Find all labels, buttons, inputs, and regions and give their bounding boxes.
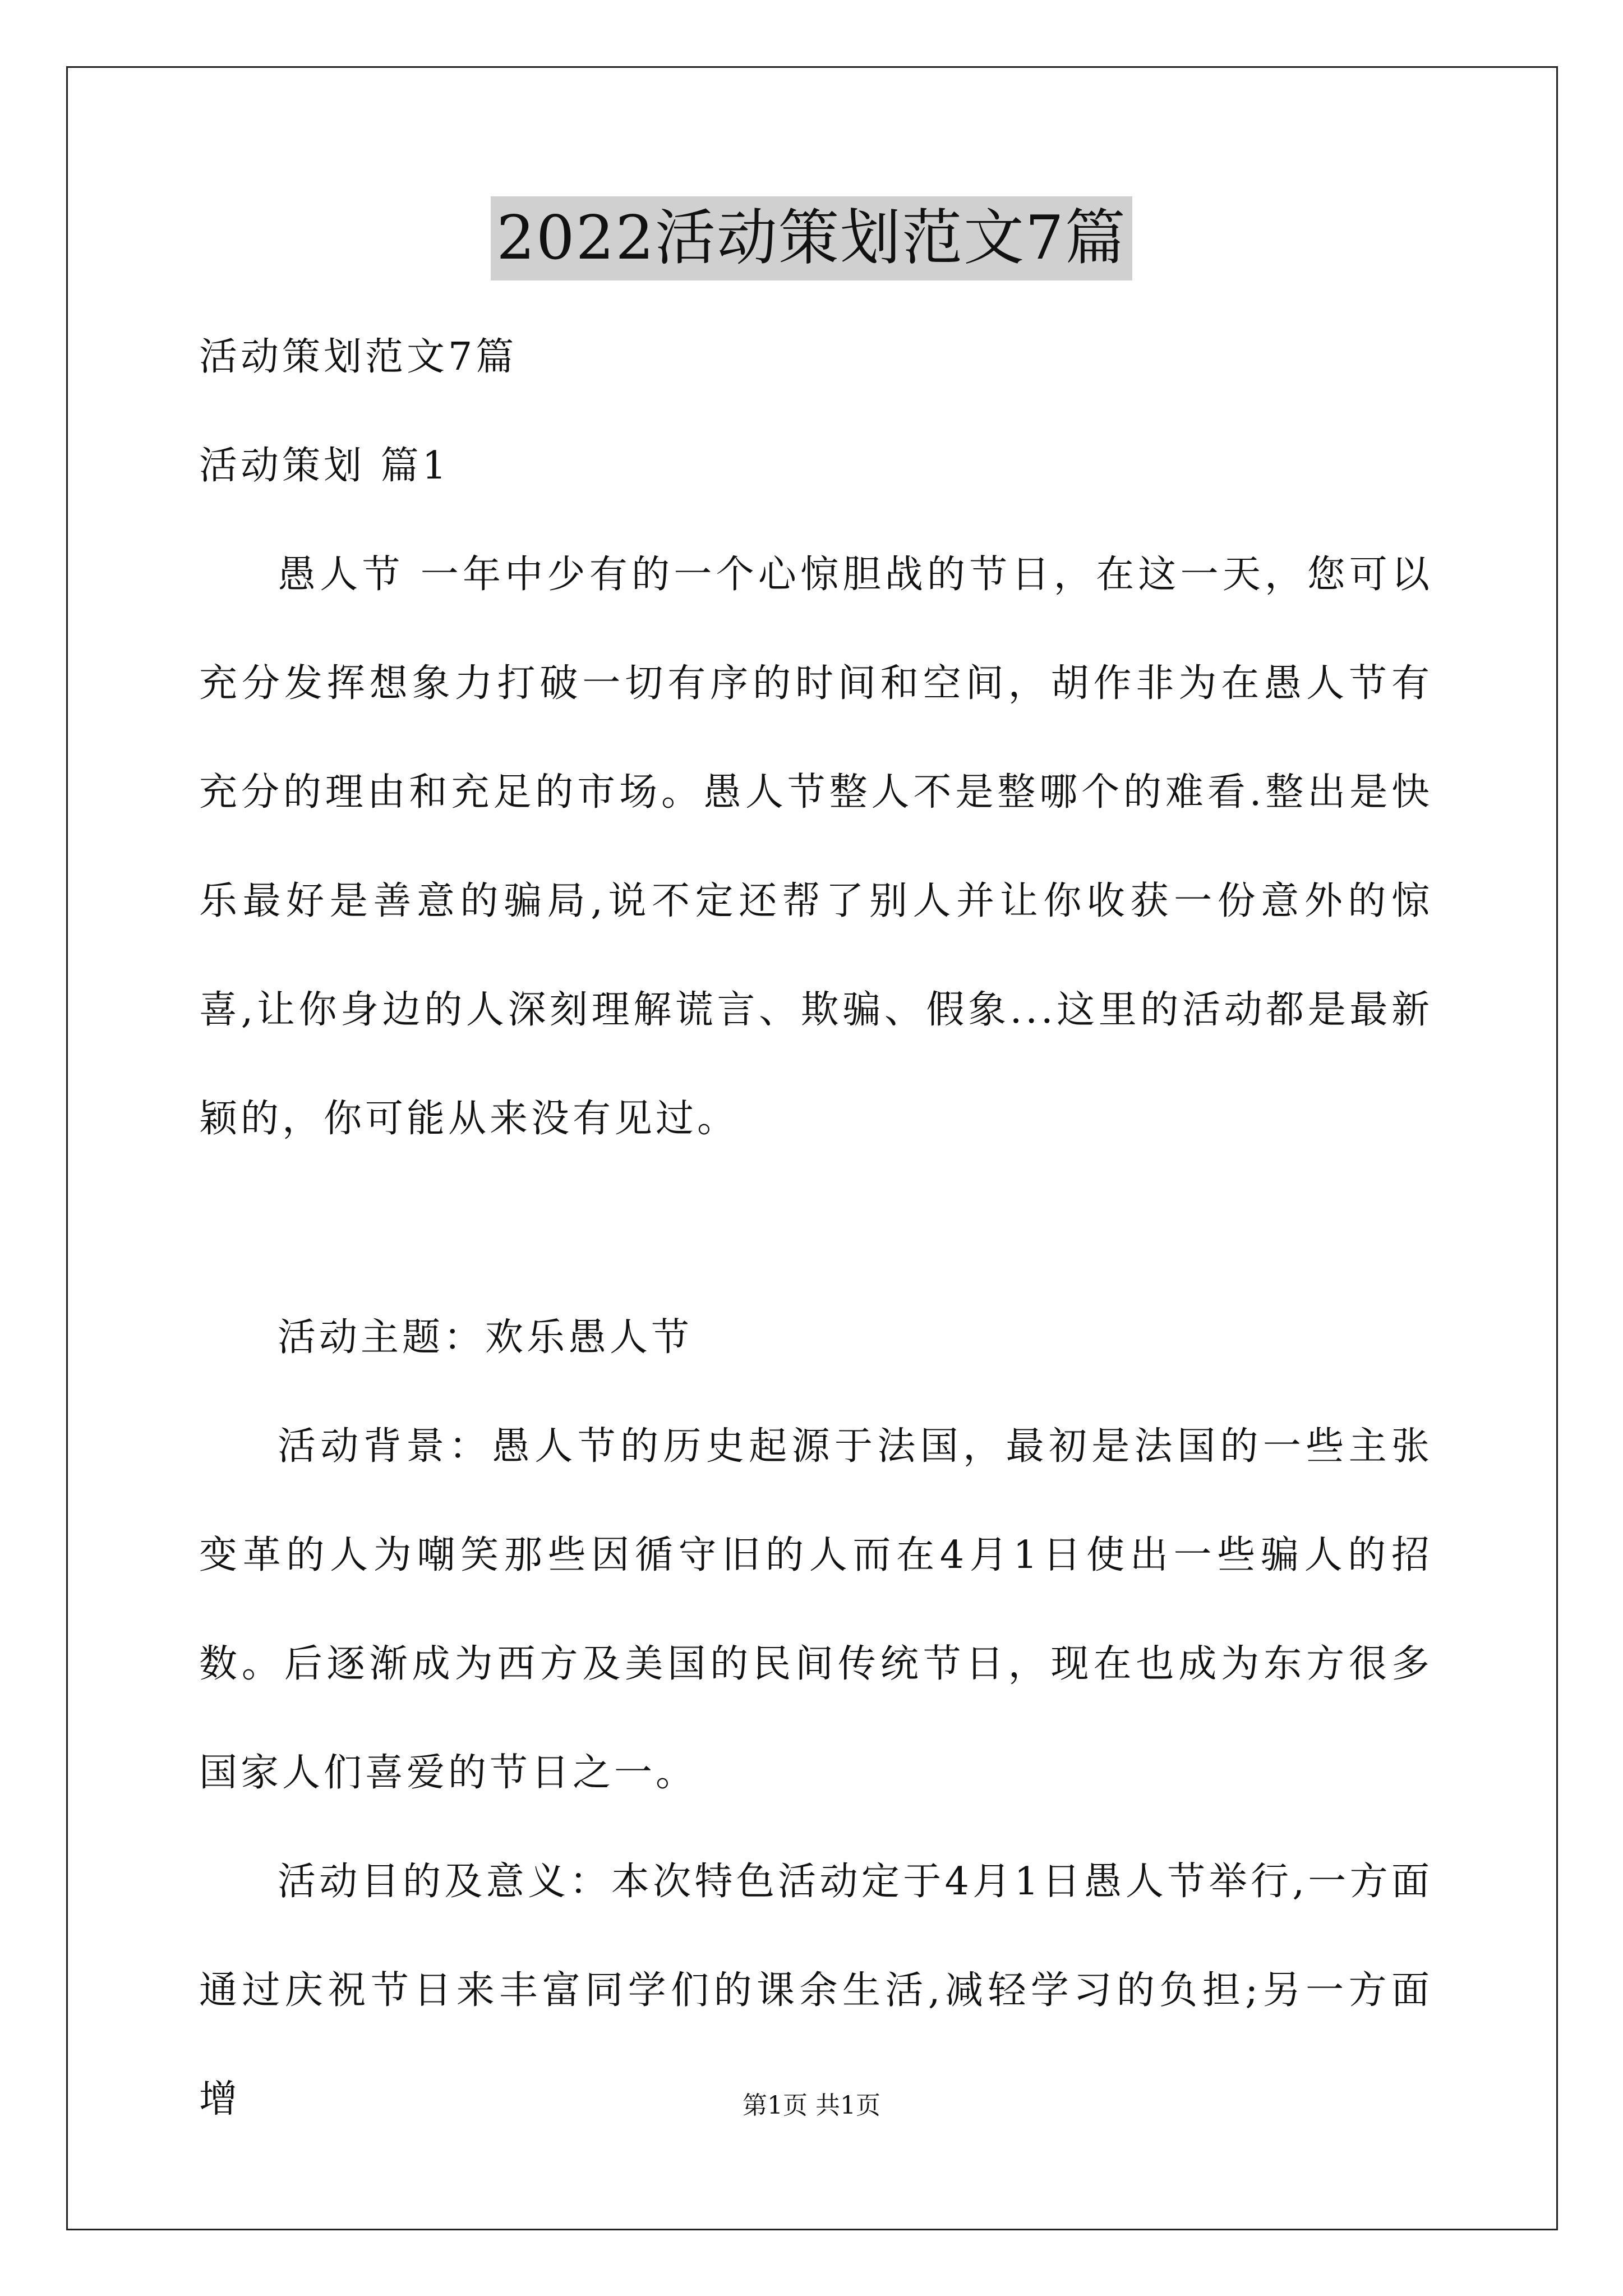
page-footer: 第1页 共1页 bbox=[743, 2091, 880, 2120]
document-body bbox=[199, 303, 1433, 2154]
section-heading: 活动策划 篇1 bbox=[199, 444, 450, 488]
subtitle-paragraph: 活动策划范文7篇 bbox=[199, 335, 518, 379]
title-container bbox=[0, 196, 1623, 280]
activity-theme-paragraph: 活动主题：欢乐愚人节 bbox=[278, 1315, 693, 1360]
paragraph-spacer bbox=[199, 1174, 1433, 1283]
activity-purpose-paragraph: 活动目的及意义：本次特色活动定于4月1日愚人节举行,一方面通过庆祝节日来丰富同学们的课余生活,减轻学习的负担;另一方面增 bbox=[199, 1860, 1433, 2122]
document-title: 2022活动策划范文7篇 bbox=[491, 196, 1132, 280]
activity-background-paragraph: 活动背景：愚人节的历史起源于法国，最初是法国的一些主张变革的人为嘲笑那些因循守旧的人而在4月1日使出一些骗人的招数。后逐渐成为西方及美国的民间传统节日，现在也成为东方很多国家人们喜爱的节日之一。 bbox=[199, 1424, 1433, 1795]
intro-paragraph: 愚人节 一年中少有的一个心惊胆战的节日，在这一天，您可以充分发挥想象力打破一切有序的时间和空间，胡作非为在愚人节有充分的理由和充足的市场。愚人节整人不是整哪个的难看.整出是快乐最好是善意的骗局,说不定还帮了别人并让你收获一份意外的惊喜,让你身边的人深刻理解谎言、欺骗、假象...这里的活动都是最新颖的，你可能从来没有见过。 bbox=[199, 553, 1433, 1141]
